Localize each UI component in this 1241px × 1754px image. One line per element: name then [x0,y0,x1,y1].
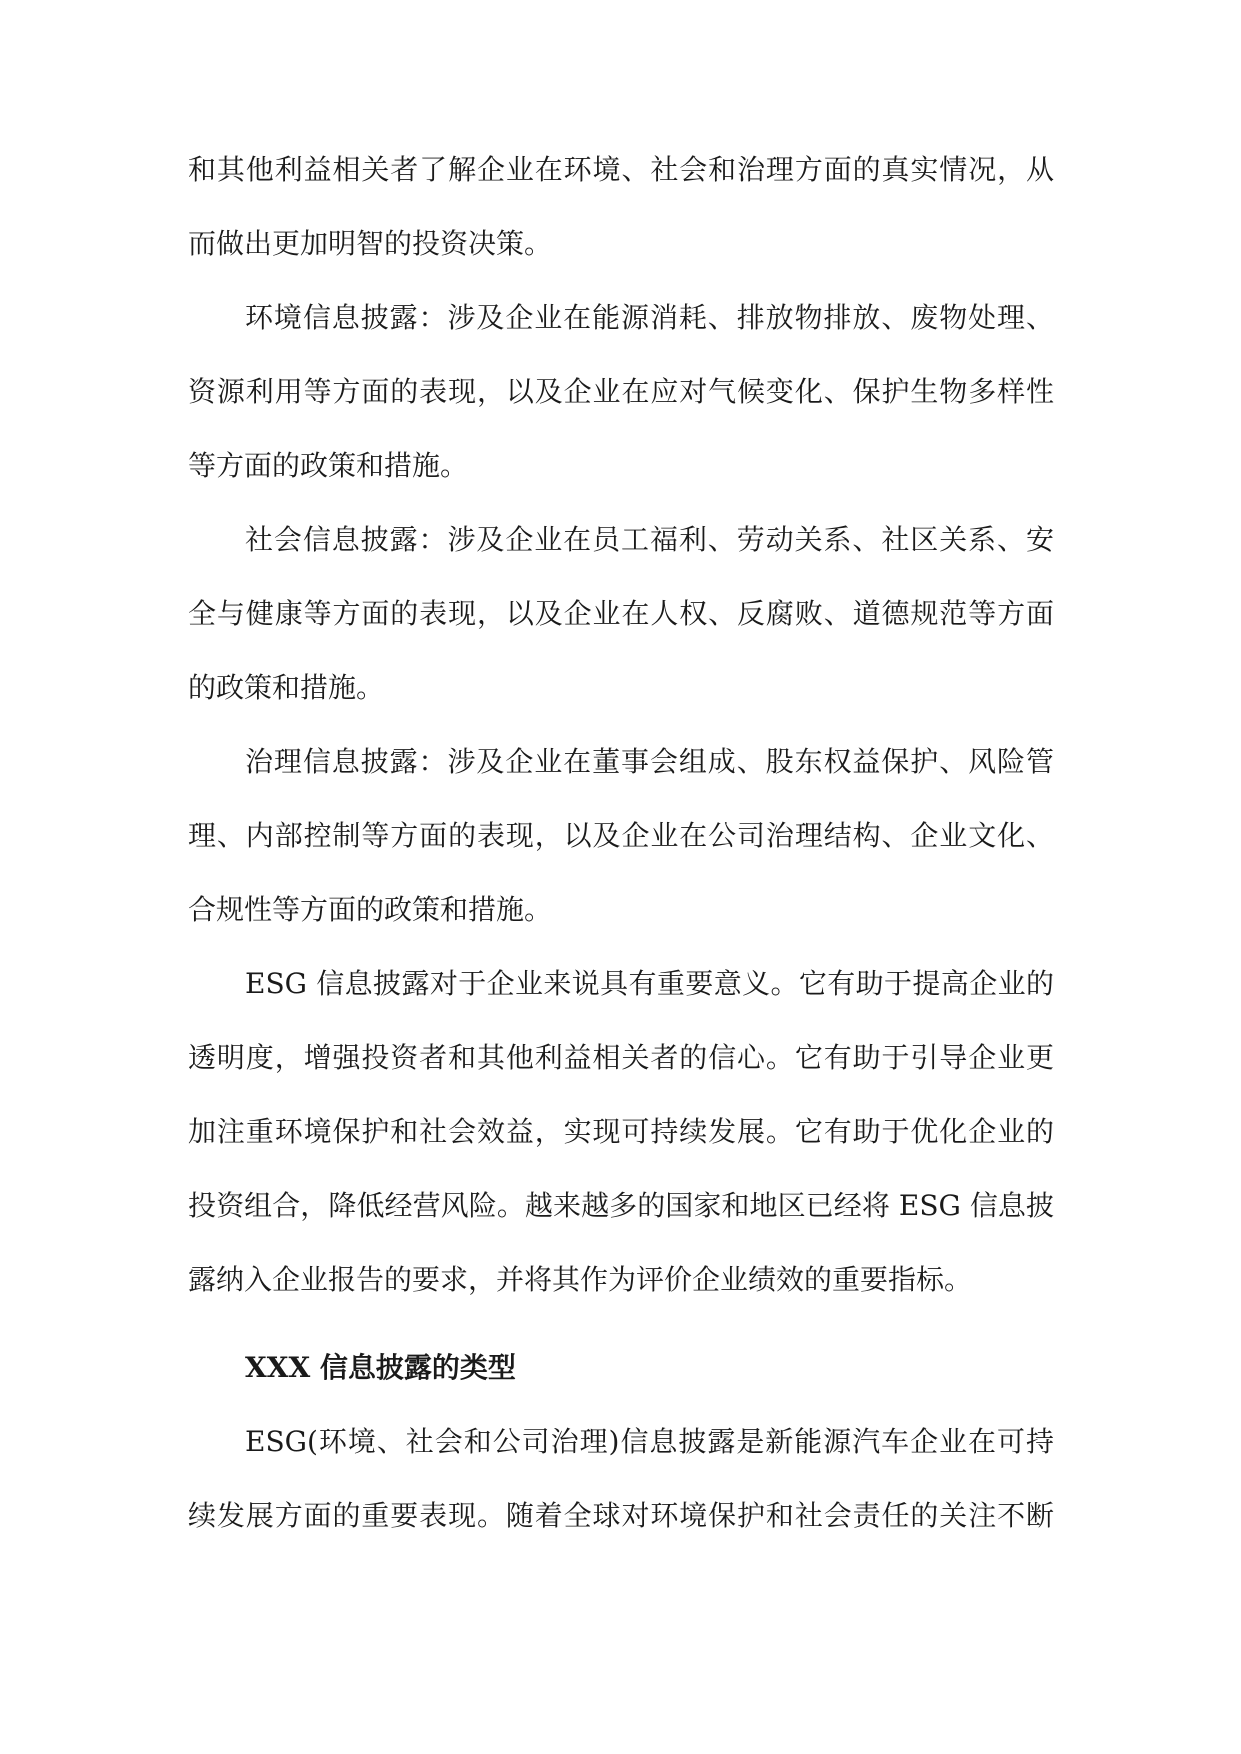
paragraph-line: 的政策和措施。 [188,671,385,704]
paragraph-line: ESG(环境、社会和公司治理)信息披露是新能源汽车企业在可持 [245,1425,1054,1458]
paragraph-line: 和其他利益相关者了解企业在环境、社会和治理方面的真实情况，从 [188,153,1054,186]
paragraph-line: 环境信息披露：涉及企业在能源消耗、排放物排放、废物处理、 [245,301,1054,334]
paragraph-line: 透明度，增强投资者和其他利益相关者的信心。它有助于引导企业更 [188,1041,1054,1074]
paragraph-line: 续发展方面的重要表现。随着全球对环境保护和社会责任的关注不断 [188,1499,1054,1532]
section-heading: XXX 信息披露的类型 [245,1351,516,1384]
paragraph-line: 等方面的政策和措施。 [188,449,469,482]
paragraph-line: 理、内部控制等方面的表现，以及企业在公司治理结构、企业文化、 [188,819,1054,852]
paragraph-line: 露纳入企业报告的要求，并将其作为评价企业绩效的重要指标。 [188,1263,973,1296]
paragraph-line: 合规性等方面的政策和措施。 [188,893,553,926]
paragraph-line: 全与健康等方面的表现，以及企业在人权、反腐败、道德规范等方面 [188,597,1054,630]
paragraph-line: 投资组合，降低经营风险。越来越多的国家和地区已经将 ESG 信息披 [188,1189,1054,1222]
paragraph-line: 而做出更加明智的投资决策。 [188,227,553,260]
paragraph-line: 资源利用等方面的表现，以及企业在应对气候变化、保护生物多样性 [188,375,1054,408]
paragraph-line: 加注重环境保护和社会效益，实现可持续发展。它有助于优化企业的 [188,1115,1054,1148]
document-body [188,140,1054,1560]
paragraph-line: ESG 信息披露对于企业来说具有重要意义。它有助于提高企业的 [245,967,1054,1000]
paragraph-line: 治理信息披露：涉及企业在董事会组成、股东权益保护、风险管 [245,745,1054,778]
paragraph-line: 社会信息披露：涉及企业在员工福利、劳动关系、社区关系、安 [245,523,1054,556]
